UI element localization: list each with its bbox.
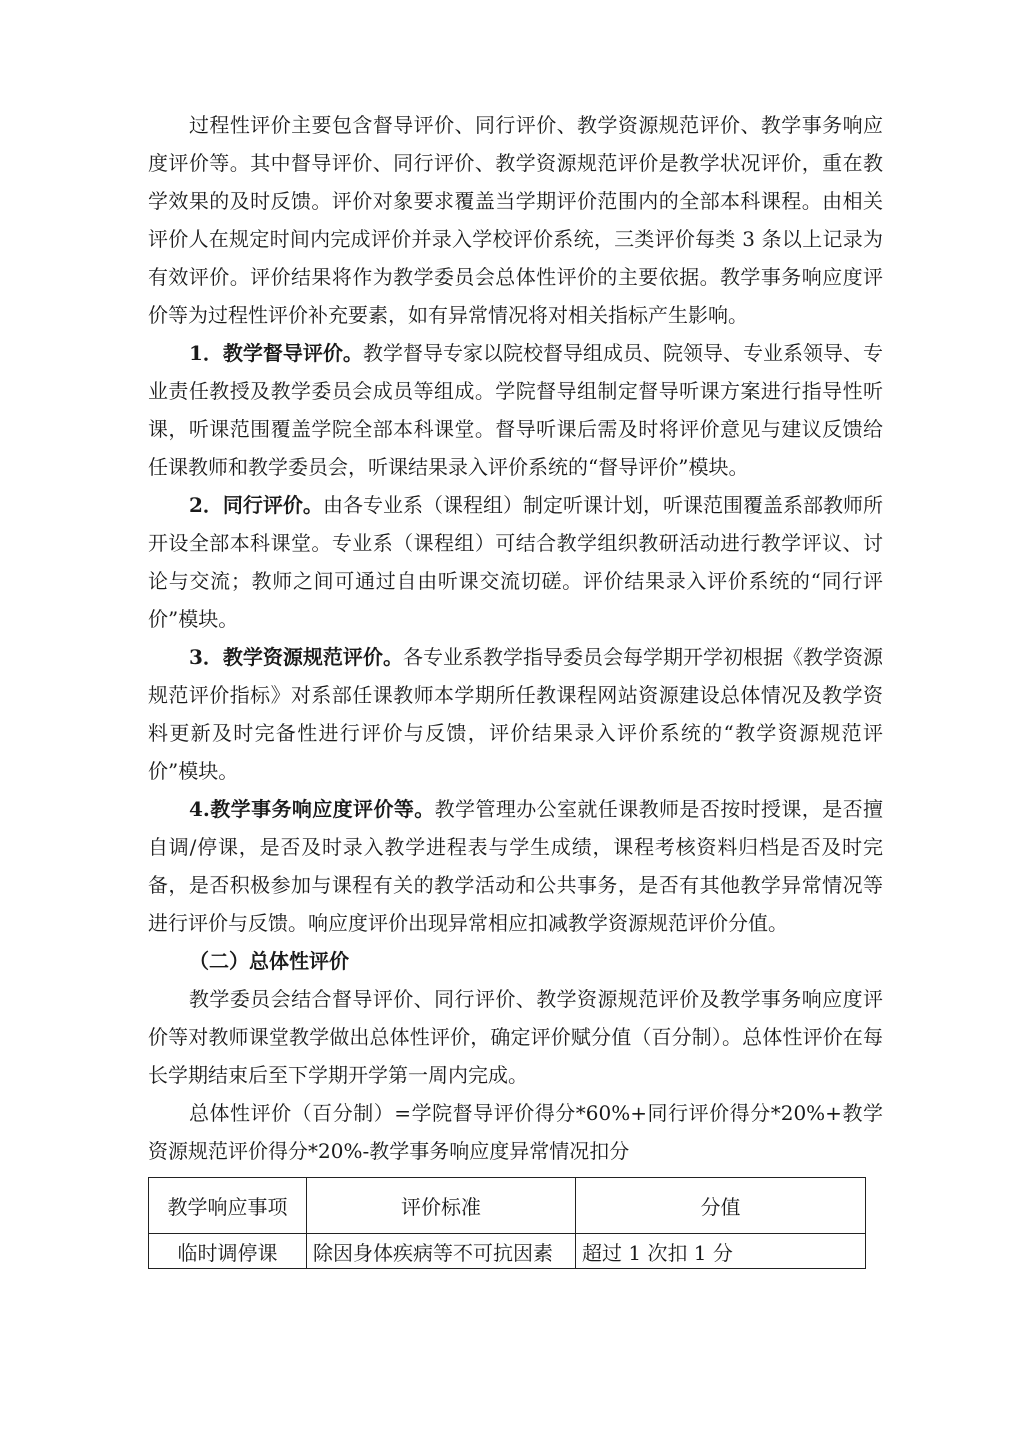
table-header-cell: 评价标准 (307, 1178, 576, 1234)
table-header-cell: 教学响应事项 (149, 1178, 307, 1234)
item-peer-title: 2．同行评价。 (189, 493, 323, 517)
item-affairs (148, 790, 883, 942)
item-supervision (148, 334, 883, 486)
item-affairs-text: 教学管理办公室就任课教师是否按时授课，是否擅自调/停课，是否及时录入教学进程表与学生成绩，课程考核资料归档是否及时完备，是否积极参加与课程有关的教学活动和公共事务，是否有其他教学异常情况等进行评价与反馈。响应度评价出现异常相应扣减教学资源规范评价分值。 (148, 797, 883, 935)
table-row (149, 1234, 866, 1269)
overall-paragraph: 教学委员会结合督导评价、同行评价、教学资源规范评价及教学事务响应度评价等对教师课堂教学做出总体性评价，确定评价赋分值（百分制）。总体性评价在每长学期结束后至下学期开学第一周内完成。 (148, 987, 883, 1087)
item-affairs-title: 4.教学事务响应度评价等。 (189, 797, 435, 821)
item-resources (148, 638, 883, 790)
section-heading: （二）总体性评价 (189, 949, 349, 973)
response-table (148, 1177, 866, 1269)
item-resources-text: 各专业系教学指导委员会每学期开学初根据《教学资源规范评价指标》对系部任课教师本学期所任教课程网站资源建设总体情况及教学资料更新及时完备性进行评价与反馈，评价结果录入评价系统的“教学资源规范评价”模块。 (148, 645, 884, 783)
table-header-cell: 分值 (576, 1178, 866, 1234)
table-cell: 超过 1 次扣 1 分 (576, 1234, 866, 1269)
document-page (148, 106, 883, 1269)
item-supervision-text: 教学督导专家以院校督导组成员、院领导、专业系领导、专业责任教授及教学委员会成员等组成。学院督导组制定督导听课方案进行指导性听课，听课范围覆盖学院全部本科课堂。督导听课后需及时将评价意见与建议反馈给任课教师和教学委员会，听课结果录入评价系统的“督导评价”模块。 (148, 341, 883, 479)
item-peer (148, 486, 883, 638)
formula-paragraph: 总体性评价（百分制）=学院督导评价得分*60%+同行评价得分*20%+教学资源规范评价得分*20%-教学事务响应度异常情况扣分 (148, 1101, 883, 1163)
item-peer-text: 由各专业系（课程组）制定听课计划，听课范围覆盖系部教师所开设全部本科课堂。专业系（课程组）可结合教学组织教研活动进行教学评议、讨论与交流；教师之间可通过自由听课交流切磋。评价结果录入评价系统的“同行评价”模块。 (148, 493, 883, 631)
item-supervision-title: 1．教学督导评价。 (189, 341, 363, 365)
table-cell: 临时调停课 (149, 1234, 307, 1269)
table-header-row (149, 1178, 866, 1234)
item-resources-title: 3．教学资源规范评价。 (189, 645, 403, 669)
intro-paragraph: 过程性评价主要包含督导评价、同行评价、教学资源规范评价、教学事务响应度评价等。其中督导评价、同行评价、教学资源规范评价是教学状况评价，重在教学效果的及时反馈。评价对象要求覆盖当学期评价范围内的全部本科课程。由相关评价人在规定时间内完成评价并录入学校评价系统，三类评价每类 3 条以上记录为有效评价。评价结果将作为教学委员会总体性评价的主要依据。教学事务响应度评价等为过程性评价补充要素，如有异常情况将对相关指标产生影响。 (148, 113, 883, 327)
table-cell: 除因身体疾病等不可抗因素 (307, 1234, 576, 1269)
